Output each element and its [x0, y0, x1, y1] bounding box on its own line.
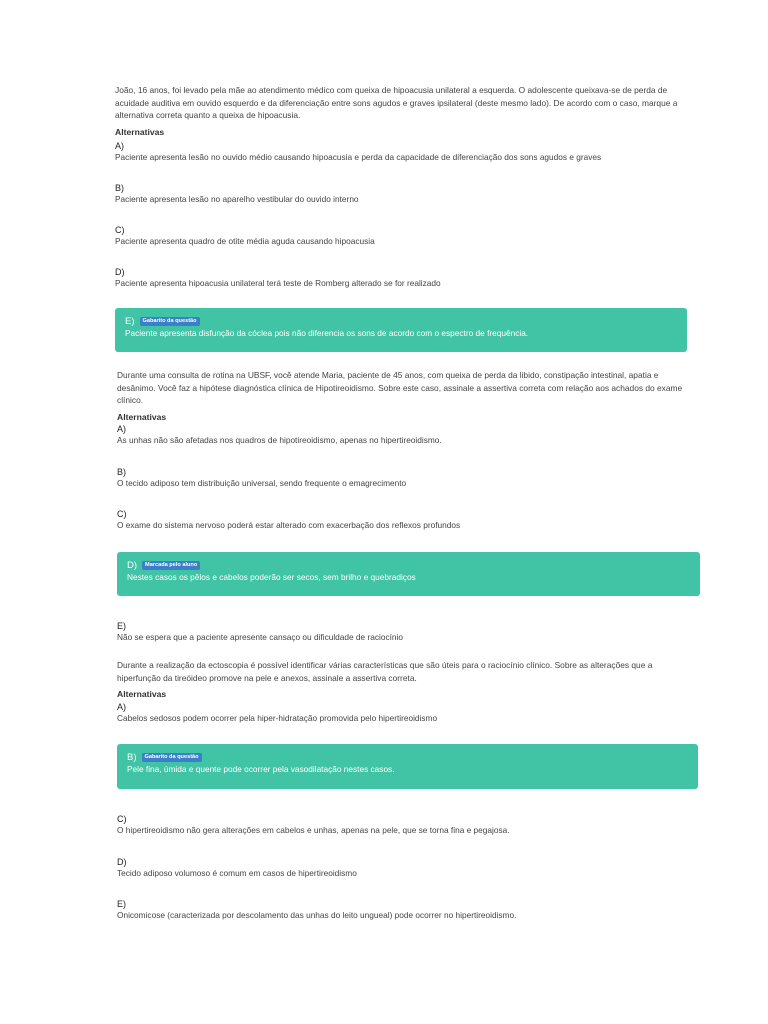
option-letter: E) — [125, 316, 135, 327]
question-1-option-c[interactable] — [115, 225, 690, 247]
option-text: Onicomicose (caracterizada por descolamento das unhas do leito ungueal) pode ocorrer no hipertireoidismo. — [117, 910, 517, 920]
option-letter: C) — [117, 509, 127, 519]
option-text: Cabelos sedosos podem ocorrer pela hiper-hidratação promovida pelo hipertireoidismo — [117, 713, 438, 723]
option-text: Tecido adiposo volumoso é comum em casos de hipertireoidismo — [117, 868, 357, 878]
option-text: Paciente apresenta quadro de otite média aguda causando hipoacusia — [115, 236, 375, 246]
question-1-option-d[interactable] — [115, 267, 690, 289]
option-letter: E) — [117, 621, 126, 631]
question-2-statement: Durante uma consulta de rotina na UBSF, você atende Maria, paciente de 45 anos, com queixa de perda da libido, constipação intestinal, apatia e desânimo. Você faz a hipótese diagnóstica clínica de Hipotireoidismo. Sobre este caso, assinale a assertiva correta com relação aos achados do exame clínico. — [117, 370, 683, 406]
question-1-alternatives-heading: Alternativas — [115, 127, 165, 137]
option-text: Paciente apresenta lesão no ouvido médio causando hipoacusia e perda da capacidade de diferenciação dos sons agudos e graves — [115, 152, 602, 162]
option-letter: B) — [127, 752, 137, 763]
option-letter: C) — [115, 225, 125, 235]
option-text: O exame do sistema nervoso poderá estar alterado com exacerbação dos reflexos profundos — [117, 520, 461, 530]
option-letter: D) — [115, 267, 125, 277]
option-letter: E) — [117, 899, 126, 909]
answer-key-badge: Gabarito da questão — [142, 753, 202, 762]
student-marked-badge: Marcada pelo aluno — [142, 561, 200, 570]
option-letter: B) — [117, 467, 126, 477]
option-letter: A) — [115, 141, 124, 151]
option-text: Não se espera que a paciente apresente cansaço ou dificuldade de raciocínio — [117, 632, 403, 642]
option-letter: B) — [115, 183, 124, 193]
option-letter: A) — [117, 424, 126, 434]
question-3-statement: Durante a realização da ectoscopia é possível identificar várias características que são úteis para o raciocínio clínico. Sobre as alterações que a hiperfunção da tireóideo promove na pele e anexos, assinale a assertiva correta. — [117, 660, 653, 683]
option-text: Paciente apresenta disfunção da cóclea pois não diferencia os sons de acordo com o espectro de frequência. — [125, 328, 529, 338]
option-text: Pele fina, úmida e quente pode ocorrer pela vasodilatação nestes casos. — [127, 764, 395, 774]
question-3-option-e[interactable] — [117, 899, 692, 921]
question-3-option-b-correct[interactable] — [117, 744, 698, 789]
question-1-option-a[interactable] — [115, 141, 690, 163]
option-letter: C) — [117, 814, 127, 824]
question-2 — [117, 369, 692, 422]
question-1 — [115, 84, 690, 137]
option-letter: D) — [117, 857, 127, 867]
question-3 — [117, 659, 692, 699]
question-1-option-e-correct[interactable] — [115, 308, 687, 352]
option-text: Nestes casos os pêlos e cabelos poderão ser secos, sem brilho e quebradiços — [127, 572, 416, 582]
question-2-option-b[interactable] — [117, 467, 692, 489]
option-text: Paciente apresenta lesão no aparelho vestibular do ouvido interno — [115, 194, 359, 204]
option-text: O tecido adiposo tem distribuição universal, sendo frequente o emagrecimento — [117, 478, 407, 488]
question-3-option-c[interactable] — [117, 814, 692, 836]
question-2-alternatives-heading: Alternativas — [117, 412, 167, 422]
question-1-statement: João, 16 anos, foi levado pela mãe ao atendimento médico com queixa de hipoacusia unilateral a esquerda. O adolescente queixava-se de perda de acuidade auditiva em ouvido esquerdo e da diferenciação entre sons agudos e graves ipsilateral (deste mesmo lado). De acordo com o caso, marque a alternativa correta quanto a queixa de hipoacusia. — [115, 85, 678, 121]
option-text: O hipertireoidismo não gera alterações em cabelos e unhas, apenas na pele, que se torna fina e pegajosa. — [117, 825, 510, 835]
option-text: As unhas não são afetadas nos quadros de hipotireoidismo, apenas no hipertireoidismo. — [117, 435, 442, 445]
answer-key-badge: Gabarito da questão — [140, 317, 200, 326]
question-2-option-a[interactable] — [117, 424, 692, 446]
question-3-option-d[interactable] — [117, 857, 692, 879]
question-2-option-d-selected[interactable] — [117, 552, 700, 596]
question-1-option-b[interactable] — [115, 183, 690, 205]
option-letter: D) — [127, 560, 138, 571]
question-2-option-e[interactable] — [117, 621, 692, 643]
option-letter: A) — [117, 702, 126, 712]
question-3-alternatives-heading: Alternativas — [117, 689, 167, 699]
question-3-option-a[interactable] — [117, 702, 692, 724]
question-2-option-c[interactable] — [117, 509, 692, 531]
option-text: Paciente apresenta hipoacusia unilateral terá teste de Romberg alterado se for realizado — [115, 278, 441, 288]
